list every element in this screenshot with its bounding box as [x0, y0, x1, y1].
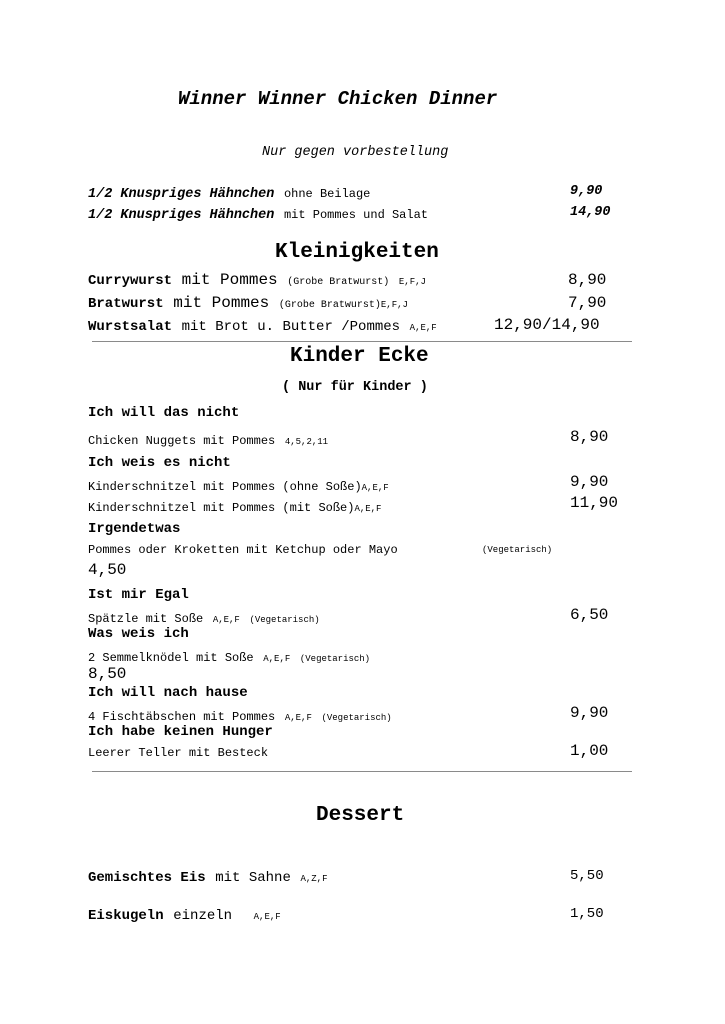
item-name: 1/2 Knuspriges Hähnchen [88, 208, 275, 223]
item-price: 8,90 [568, 271, 607, 289]
menu-item [88, 868, 327, 886]
menu-item [88, 271, 426, 289]
item-desc: Kinderschnitzel mit Pommes (ohne Soße) [88, 480, 362, 494]
item-price: 11,90 [570, 494, 619, 512]
menu-item [88, 498, 381, 516]
order-note: Nur gegen vorbestellung [262, 145, 449, 160]
item-price: 14,90 [570, 205, 611, 220]
item-allergens: A,E,F [263, 654, 291, 664]
item-price: 5,50 [570, 868, 604, 884]
divider [92, 771, 632, 772]
item-desc: mit Brot u. Butter /Pommes [181, 319, 401, 335]
kinder-note: ( Nur für Kinder ) [282, 380, 428, 395]
item-desc: Kinderschnitzel mit Pommes (mit Soße) [88, 501, 355, 515]
item-price: 9,90 [570, 184, 603, 199]
item-allergens: E,F,J [398, 277, 426, 287]
menu-item [88, 609, 320, 627]
item-name: Bratwurst [88, 296, 164, 312]
item-price: 6,50 [570, 606, 609, 624]
menu-item [88, 648, 370, 666]
divider [92, 341, 632, 342]
menu-item [88, 294, 408, 312]
item-desc: mit Pommes [181, 271, 278, 289]
item-name: 1/2 Knuspriges Hähnchen [88, 187, 275, 202]
item-allergens: A,E,F [354, 504, 382, 514]
item-name: Wurstsalat [88, 319, 173, 335]
item-desc: Leerer Teller mit Besteck [88, 746, 269, 760]
kinder-section-title: Ich weis es nicht [88, 455, 231, 471]
kinder-section-title: Was weis ich [88, 626, 189, 642]
kinder-section-title: Ich will das nicht [88, 405, 240, 421]
item-price: 9,90 [570, 473, 609, 491]
item-allergens: A,E,F [284, 713, 312, 723]
item-allergens: A,E,F [409, 323, 437, 333]
item-veg: (Vegetarisch) [299, 654, 371, 664]
kinder-section-title: Irgendetwas [88, 521, 181, 537]
menu-item [88, 317, 437, 335]
menu-item [88, 431, 328, 449]
menu-item [88, 205, 428, 223]
item-allergens: 4,5,2,11 [284, 437, 329, 447]
kinder-section-title: Ich will nach hause [88, 685, 248, 701]
item-price: 1,00 [570, 742, 609, 760]
kinder-section-title: Ich habe keinen Hunger [88, 724, 273, 740]
item-desc: ohne Beilage [283, 187, 371, 201]
item-desc: 4 Fischtäbschen mit Pommes [88, 710, 276, 724]
section-heading-kinder: Kinder Ecke [290, 345, 429, 368]
item-note: (Grobe Bratwurst) [287, 277, 390, 288]
item-allergens: E,F,J [380, 300, 408, 310]
item-veg: (Vegetarisch) [482, 545, 553, 555]
item-price: 12,90/14,90 [494, 316, 600, 334]
item-price: 9,90 [570, 704, 609, 722]
menu-title: Winner Winner Chicken Dinner [178, 88, 498, 110]
item-desc: mit Pommes und Salat [283, 208, 428, 222]
item-desc: mit Sahne [215, 870, 291, 886]
item-price: 8,90 [570, 428, 609, 446]
item-name: Gemischtes Eis [88, 870, 206, 886]
menu-item [88, 906, 281, 924]
item-price: 7,90 [568, 294, 607, 312]
section-heading-dessert: Dessert [316, 804, 405, 827]
item-allergens: A,E,F [212, 615, 240, 625]
menu-item [88, 184, 370, 202]
item-allergens: A,E,F [253, 912, 281, 922]
menu-item [88, 707, 392, 725]
item-desc: Spätzle mit Soße [88, 612, 204, 626]
item-desc: einzeln [173, 908, 233, 924]
item-veg: (Vegetarisch) [249, 615, 320, 625]
item-allergens: A,Z,F [300, 874, 328, 884]
item-name: Eiskugeln [88, 908, 164, 924]
menu-item [88, 477, 389, 495]
item-desc: Pommes oder Kroketten mit Ketchup oder Mayo [88, 543, 398, 557]
section-heading-kleinigkeiten: Kleinigkeiten [275, 241, 439, 264]
kinder-section-title: Ist mir Egal [88, 587, 189, 603]
item-price: 4,50 [88, 561, 127, 579]
item-veg: (Vegetarisch) [321, 713, 392, 723]
item-desc: mit Pommes [173, 294, 270, 312]
item-desc: Chicken Nuggets mit Pommes [88, 434, 276, 448]
item-name: Currywurst [88, 273, 173, 289]
item-allergens: A,E,F [361, 483, 389, 493]
item-note: (Grobe Bratwurst) [278, 300, 381, 311]
item-desc: 2 Semmelknödel mit Soße [88, 651, 254, 665]
item-price: 1,50 [570, 906, 604, 922]
item-price: 8,50 [88, 665, 127, 683]
